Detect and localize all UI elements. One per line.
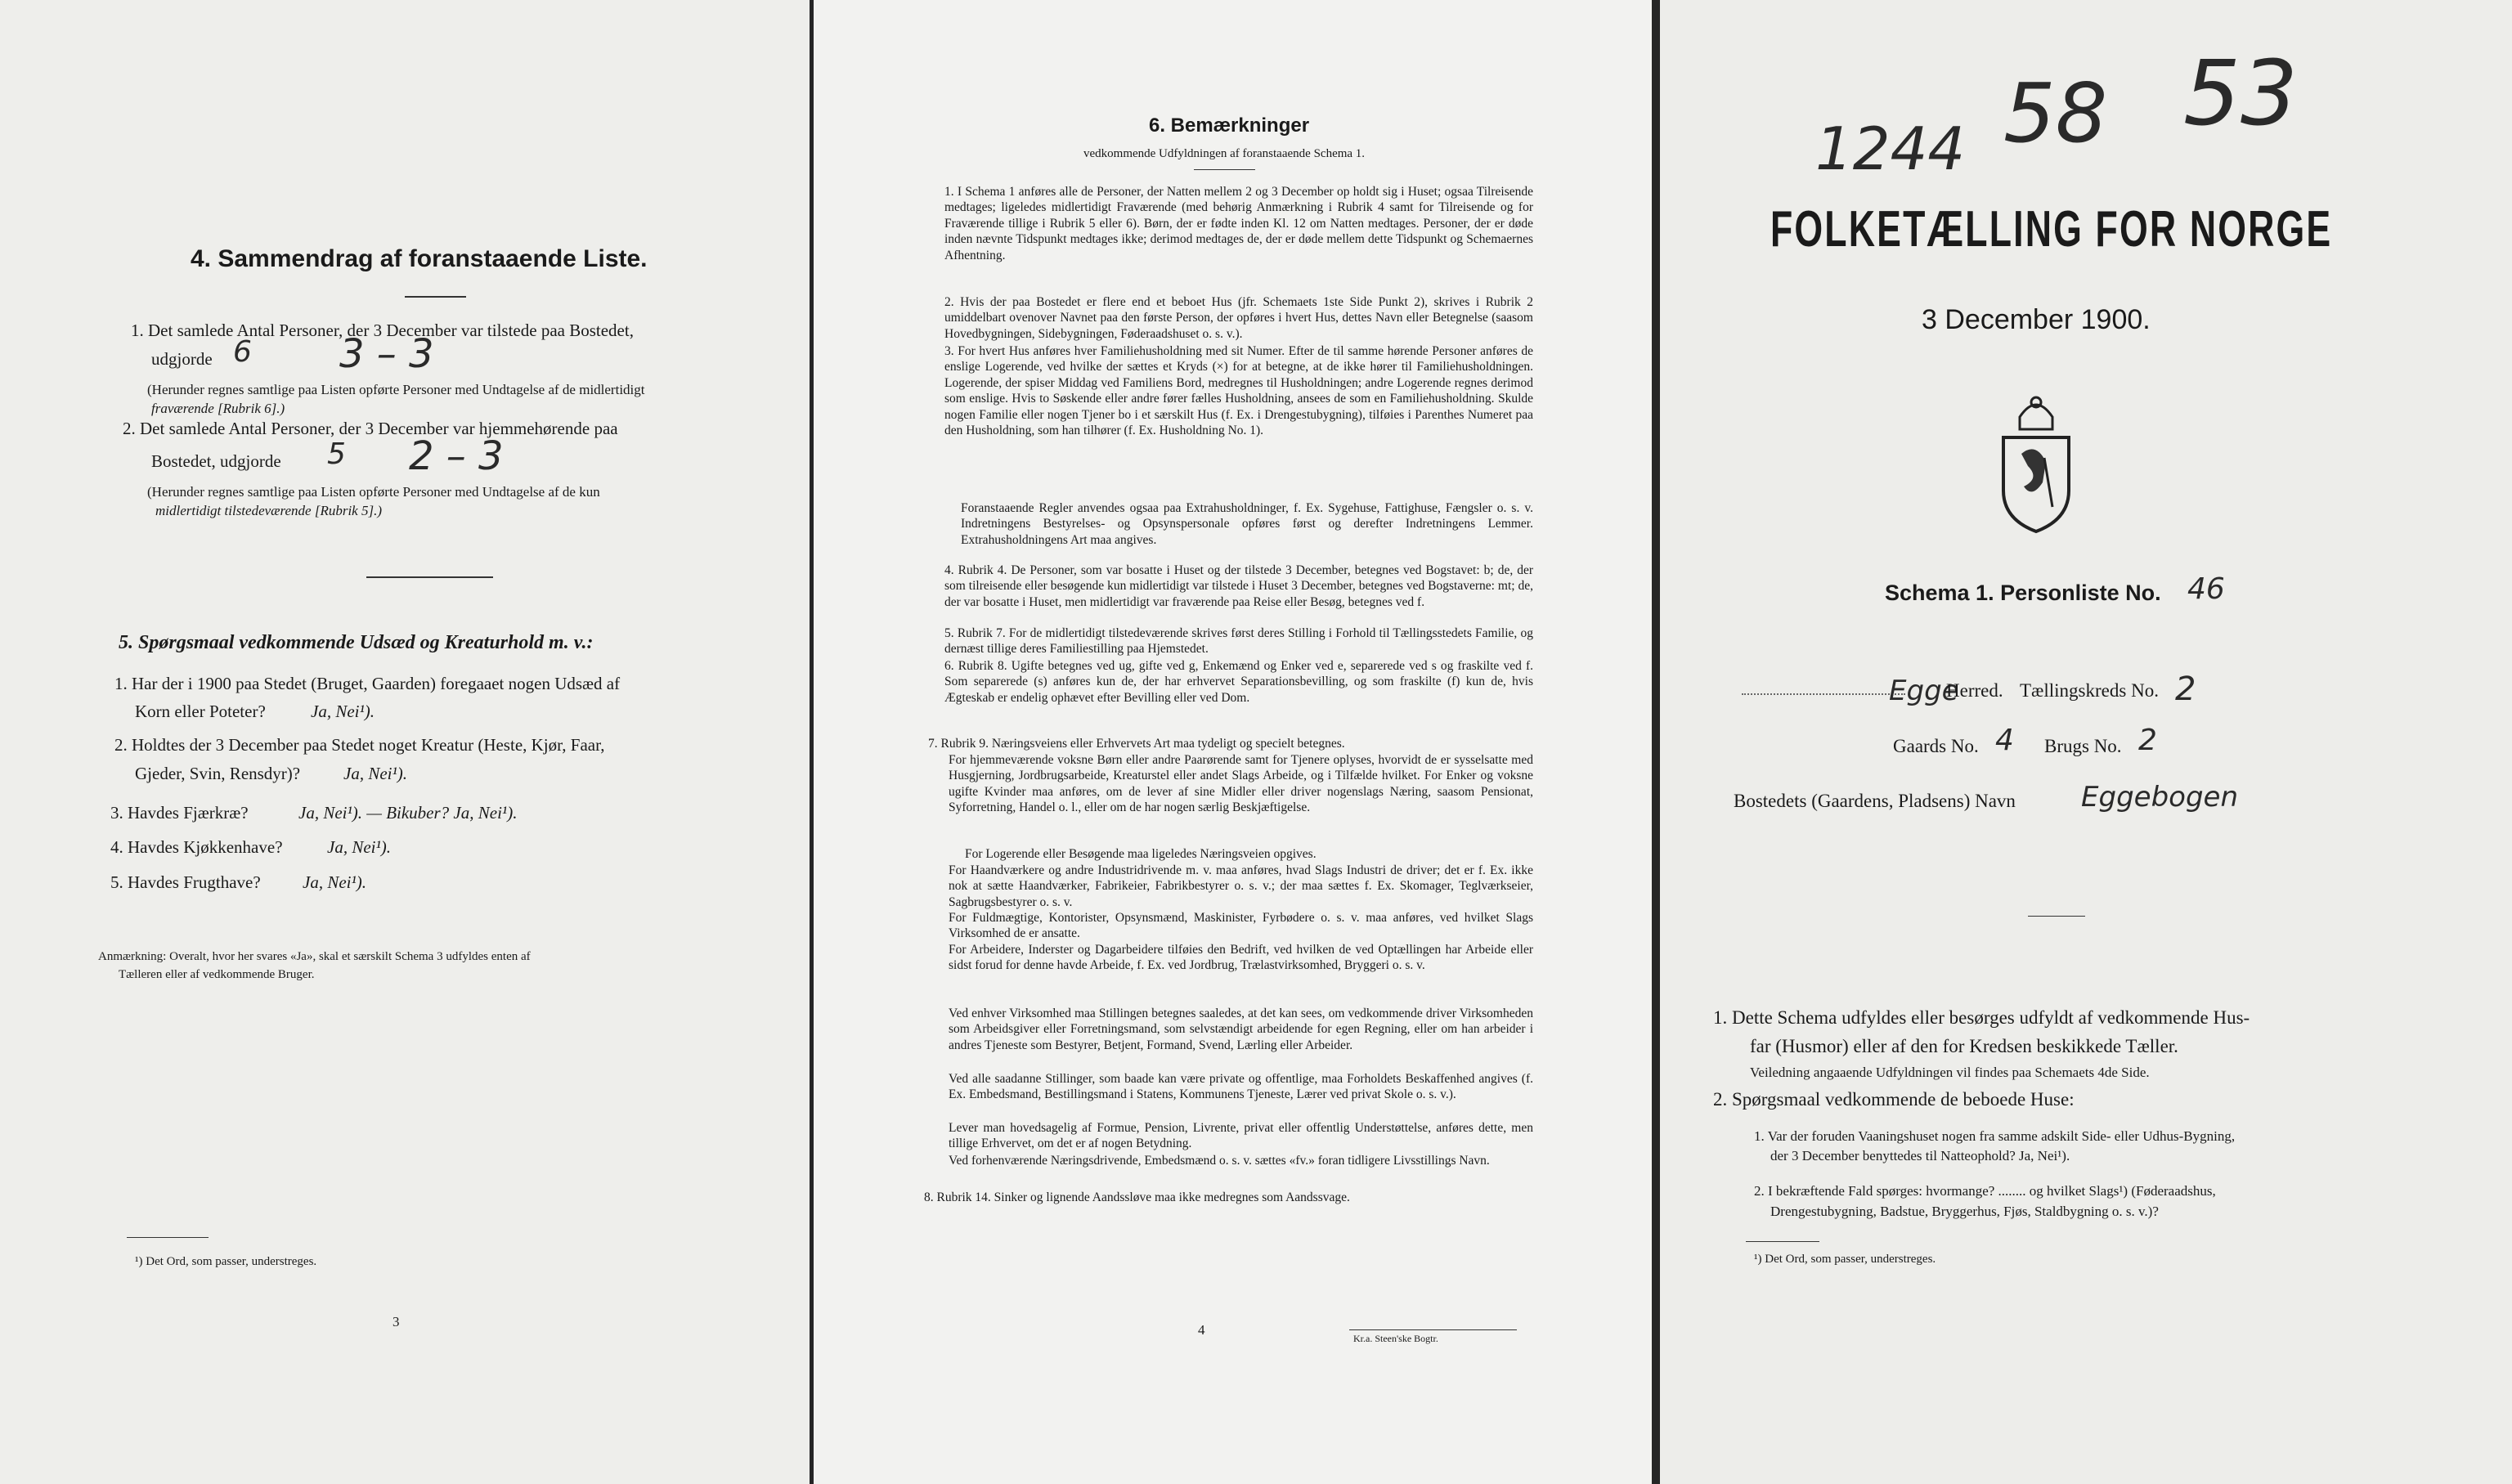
instruction-1: 1. Dette Schema udfyldes eller besørges udfyldt af vedkommende Hus- xyxy=(1713,1007,2250,1028)
gutter xyxy=(1652,0,1660,1484)
remark-4: 4. Rubrik 4. De Personer, som var bosatte i Huset og der tilstede 3 December, betegnes ved Bogstavet: b; de, der som tilreisende eller besøgende kun midlertidigt var tilstede i Huset 3 December, betegnes ved Bogstaverne: mt; de, der var bosatte i Huset, men midlertidigt var fraværende paa Reise eller Besøg, betegnes ved f. xyxy=(944,563,1533,609)
remark-3-extra: Foranstaaende Regler anvendes ogsaa paa Extrahusholdninger, f. Ex. Sygehuse, Fattighuse, Fængsler o. s. v. Indretningens Bestyrelses- og Opsynspersonale opføres først og derefter Indretningens Lemmer. Extrahusholdningens Art maa angives. xyxy=(961,501,1533,547)
summary-item-1-value: 6 xyxy=(233,335,252,369)
divider xyxy=(366,576,493,578)
instruction-2-2-b: Drengestubygning, Badstue, Bryggerhus, Fjøs, Staldbygning o. s. v.)? xyxy=(1770,1204,2159,1219)
remark-7d: For Fuldmægtige, Kontorister, Opsynsmænd, Maskinister, Fyrbødere o. s. v. maa anføres, ved hvilket Slags Virksomhed de er ansatte. xyxy=(949,911,1533,941)
gaards-number: 4 xyxy=(1995,724,2014,757)
question-5: 5. Havdes Frugthave? xyxy=(110,872,261,892)
question-3: 3. Havdes Fjærkræ? xyxy=(110,803,249,823)
remark-7: 7. Rubrik 9. Næringsveiens eller Erhvervets Art maa tydeligt og specielt betegnes. xyxy=(928,737,1345,751)
instruction-1-note: Veiledning angaaende Udfyldningen vil findes paa Schemaets 4de Side. xyxy=(1750,1065,2150,1080)
summary-item-2-note: (Herunder regnes samtlige paa Listen opførte Personer med Undtagelse af de kun xyxy=(147,484,600,500)
brugs-label: Brugs No. xyxy=(2044,736,2122,756)
footnote-rule xyxy=(127,1237,209,1238)
footnote-rule xyxy=(1746,1241,1819,1242)
summary-item-2-handwriting: 2 – 3 xyxy=(409,433,504,479)
herred-line xyxy=(1742,693,1905,695)
question-4-answer: Ja, Nei¹). xyxy=(327,837,392,857)
summary-item-2-value: 5 xyxy=(327,437,346,471)
schema-number: 46 xyxy=(2187,572,2225,606)
document-date: 3 December 1900. xyxy=(1922,304,2151,335)
remark-8: 8. Rubrik 14. Sinker og lignende Aandssløve maa ikke medregnes som Aandssvage. xyxy=(924,1190,1350,1204)
remark-7f: Ved enhver Virksomhed maa Stillingen betegnes saaledes, at det kan sees, om vedkommende driver Virksomheden som Arbeidsgiver eller Forretningsmand, som selvstændigt arbeidende for egen Regning, eller om han arbeider i andres Tjeneste som Bestyrer, Betjent, Formand, Svend, Lærling eller Arbeider. xyxy=(949,1007,1533,1052)
herred-value: Egge xyxy=(1889,675,1959,707)
page-3 xyxy=(0,0,810,1484)
page-number: 4 xyxy=(1198,1322,1205,1338)
summary-item-1-handwriting: 3 – 3 xyxy=(339,331,434,377)
remarks-subtitle: vedkommende Udfyldningen af foranstaaende Schema 1. xyxy=(1083,147,1366,160)
question-1-b: Korn eller Poteter? xyxy=(135,702,266,721)
coat-of-arms-icon xyxy=(1995,384,2077,536)
remark-7c: For Haandværkere og andre Industridrivende m. v. maa anføres, hvad Slags Industri de driver; det er f. Ex. ikke nok at sætte Haandværker, Fabrikeier, Fabrikbestyrer o. s. v.; der maa sættes f. Ex. Skomager, Teglværkseier, Sagbrugsbestyrer o. s. v. xyxy=(949,863,1533,909)
remark-7g: Ved alle saadanne Stillinger, som baade kan være private og offentlige, maa Forholdets Beskaffenhed angives (f. Ex. Embedsmand, Bestillingsmand i Statens, Kommunens Tjeneste, Lærer ved privat Skole o. s. v.). xyxy=(949,1072,1533,1102)
footnote: ¹) Det Ord, som passer, understreges. xyxy=(135,1255,317,1268)
divider xyxy=(2028,916,2085,917)
question-5-answer: Ja, Nei¹). xyxy=(303,872,367,892)
summary-item-1-note: (Herunder regnes samtlige paa Listen opførte Personer med Undtagelse af de midlertidigt xyxy=(147,382,645,397)
question-1-answer: Ja, Nei¹). xyxy=(311,702,375,721)
schema-label: Schema 1. Personliste No. xyxy=(1885,581,2161,605)
archive-number-1: 1244 xyxy=(1815,114,1966,183)
remark-5: 5. Rubrik 7. For de midlertidigt tilstedeværende skrives først deres Stilling i Forhold til Tællingsstedets Familie, og dernæst tillige deres Familiestilling paa Hjemstedet. xyxy=(944,626,1533,657)
remark-2: Tælleren eller af vedkommende Bruger. xyxy=(119,968,315,981)
summary-item-1-prefix: udgjorde xyxy=(151,349,213,369)
remark-1: 1. I Schema 1 anføres alle de Personer, der Natten mellem 2 og 3 December op holdt sig i Huset; ogsaa Tilreisende medtages; ligeledes midlertidigt Fraværende (med behørig Anmærkning i Rubrik 4 samt for Tilreisende og for Fraværende tillige i Rubrik 5 eller 6). Børn, der er fødte inden Kl. 12 om Natten medtages. Personer, der er døde inden nævnte Tidspunkt medtages ikke; derimod medtages de, der er døde mellem dette Tidspunkt og Schemaernes Afhentning. xyxy=(944,185,1533,262)
divider xyxy=(405,296,466,298)
summary-item-2: 2. Det samlede Antal Personer, der 3 December var hjemmehørende paa xyxy=(123,419,618,438)
kreds-label: Tællingskreds No. xyxy=(2020,680,2159,701)
summary-item-1-note-2: fraværende [Rubrik 6].) xyxy=(151,401,285,416)
instruction-2: 2. Spørgsmaal vedkommende de beboede Huse: xyxy=(1713,1089,2075,1110)
remark-7i: Ved forhenværende Næringsdrivende, Embedsmænd o. s. v. sættes «fv.» foran tidligere Livsstillings Navn. xyxy=(949,1154,1490,1168)
question-2: 2. Holdtes der 3 December paa Stedet noget Kreatur (Heste, Kjør, Faar, xyxy=(114,735,605,755)
instruction-1-b: far (Husmor) eller af den for Kredsen beskikkede Tæller. xyxy=(1750,1036,2178,1056)
instruction-2-1-b: der 3 December benyttedes til Natteophold? Ja, Nei¹). xyxy=(1770,1148,2070,1163)
footnote: ¹) Det Ord, som passer, understreges. xyxy=(1754,1253,1936,1266)
remark-6: 6. Rubrik 8. Ugifte betegnes ved ug, gifte ved g, Enkemænd og Enker ved e, separerede ved s og fraskilte ved f. Som separerede (s) anføres kun de, der har erhvervet Separationsbevilling, og som fraskilte (f) kun de, hvis Ægteskab er endelig ophævet efter Bevilling eller ved Dom. xyxy=(944,659,1533,705)
question-1: 1. Har der i 1900 paa Stedet (Bruget, Gaarden) foregaaet nogen Udsæd af xyxy=(114,674,621,693)
remark-7a: For hjemmeværende voksne Børn eller andre Paarørende samt for Tjenere oplyses, hvorvidt de er sysselsatte med Husgjerning, Jordbrugsarbeide, Kreaturstel eller andet Slags Arbeide, og i Tilfælde hvilket. For Enker og voksne ugifte Kvinder maa anføres, om de lever af sine Midler eller driver nogenslags Næring, saasom Pensionat, Syforretning, Handel o. l., eller om de har nogen særlig Beskjæftigelse. xyxy=(949,753,1533,815)
kreds-number: 2 xyxy=(2175,670,2196,708)
divider xyxy=(1194,169,1255,170)
herred-label: Herred. xyxy=(1946,680,2003,701)
archive-number-3: 53 xyxy=(2183,41,2298,146)
cover-page xyxy=(1660,0,2512,1484)
instruction-2-2: 2. I bekræftende Fald spørges: hvormange? ........ og hvilket Slags¹) (Føderaadshus, xyxy=(1754,1183,2216,1199)
question-3-answer: Ja, Nei¹). — Bikuber? Ja, Nei¹). xyxy=(298,803,518,823)
printer-mark: Kr.a. Steen'ske Bogtr. xyxy=(1353,1333,1438,1344)
bosted-value: Eggebogen xyxy=(2081,781,2238,814)
remark-2: 2. Hvis der paa Bostedet er flere end et beboet Hus (jfr. Schemaets 1ste Side Punkt 2), skrives i Rubrik 2 umiddelbart ovenover Navnet paa den første Person, der opføres i hvert Hus, dettes Navn eller Betegnelse (saasom Hovedbygningen, Sidebygningen, Føderaadshuset o. s. v.). xyxy=(944,295,1533,341)
remarks-title: 6. Bemærkninger xyxy=(1149,114,1310,137)
brugs-number: 2 xyxy=(2138,724,2157,757)
remark-3: 3. For hvert Hus anføres hver Familiehusholdning med sit Numer. Efter de til samme hørende Personer anføres de enslige Logerende, ved hvilke der sættes et Kryds (×) for at betegne, at de ikke hører til Familiehusholdningen. Logerende, der spiser Middag ved Familiens Bord, medregnes til Husholdningen; andre Logerende regnes derimod som enslige. Hvis to Søskende eller andre fører fælles Husholdning, ansees de som en Familiehusholdning. Skulde nogen Familie eller nogen Tjener bo i et særskilt Hus (f. Ex. i Drengestubygning), tilføies i Parenthes Numeret paa den Husholdning, som han tilhører (f. Ex. Husholdning No. 1). xyxy=(944,344,1533,438)
question-2-answer: Ja, Nei¹). xyxy=(343,764,408,783)
remark-7b: For Logerende eller Besøgende maa ligeledes Næringsveien opgives. xyxy=(965,847,1317,861)
bosted-label: Bostedets (Gaardens, Pladsens) Navn xyxy=(1734,791,2016,811)
archive-number-2: 58 xyxy=(2003,65,2108,161)
gaards-label: Gaards No. xyxy=(1893,736,1979,756)
remark-7h: Lever man hovedsagelig af Formue, Pension, Livrente, privat eller offentlig Understøttelse, anføres dette, men tillige Erhvervet, om det er af nogen Betydning. xyxy=(949,1121,1533,1151)
question-2-b: Gjeder, Svin, Rensdyr)? xyxy=(135,764,301,783)
summary-item-1: 1. Det samlede Antal Personer, der 3 December var tilstede paa Bostedet, xyxy=(131,321,634,340)
instruction-2-1: 1. Var der foruden Vaaningshuset nogen fra samme adskilt Side- eller Udhus-Bygning, xyxy=(1754,1128,2236,1144)
page-4 xyxy=(814,0,1652,1484)
section-5-title: 5. Spørgsmaal vedkommende Udsæd og Kreaturhold m. v.: xyxy=(119,632,594,653)
section-4-title: 4. Sammendrag af foranstaaende Liste. xyxy=(191,245,648,272)
remark: Anmærkning: Overalt, hvor her svares «Ja», skal et særskilt Schema 3 udfyldes enten af xyxy=(98,950,531,963)
question-4: 4. Havdes Kjøkkenhave? xyxy=(110,837,283,857)
summary-item-2-prefix: Bostedet, udgjorde xyxy=(151,451,281,471)
printer-rule xyxy=(1349,1329,1517,1330)
document-title: FOLKETÆLLING FOR NORGE xyxy=(1770,201,2333,258)
summary-item-2-note-2: midlertidigt tilstedeværende [Rubrik 5].) xyxy=(155,503,382,518)
page-number: 3 xyxy=(392,1314,400,1329)
remark-7e: For Arbeidere, Inderster og Dagarbeidere tilføies den Bedrift, ved hvilken de ved Optællingen har Arbeide eller sidst forud for denne havde Arbeide, f. Ex. ved Jordbrug, Trælastvirksomhed, Bryggeri o. s. v. xyxy=(949,943,1533,973)
